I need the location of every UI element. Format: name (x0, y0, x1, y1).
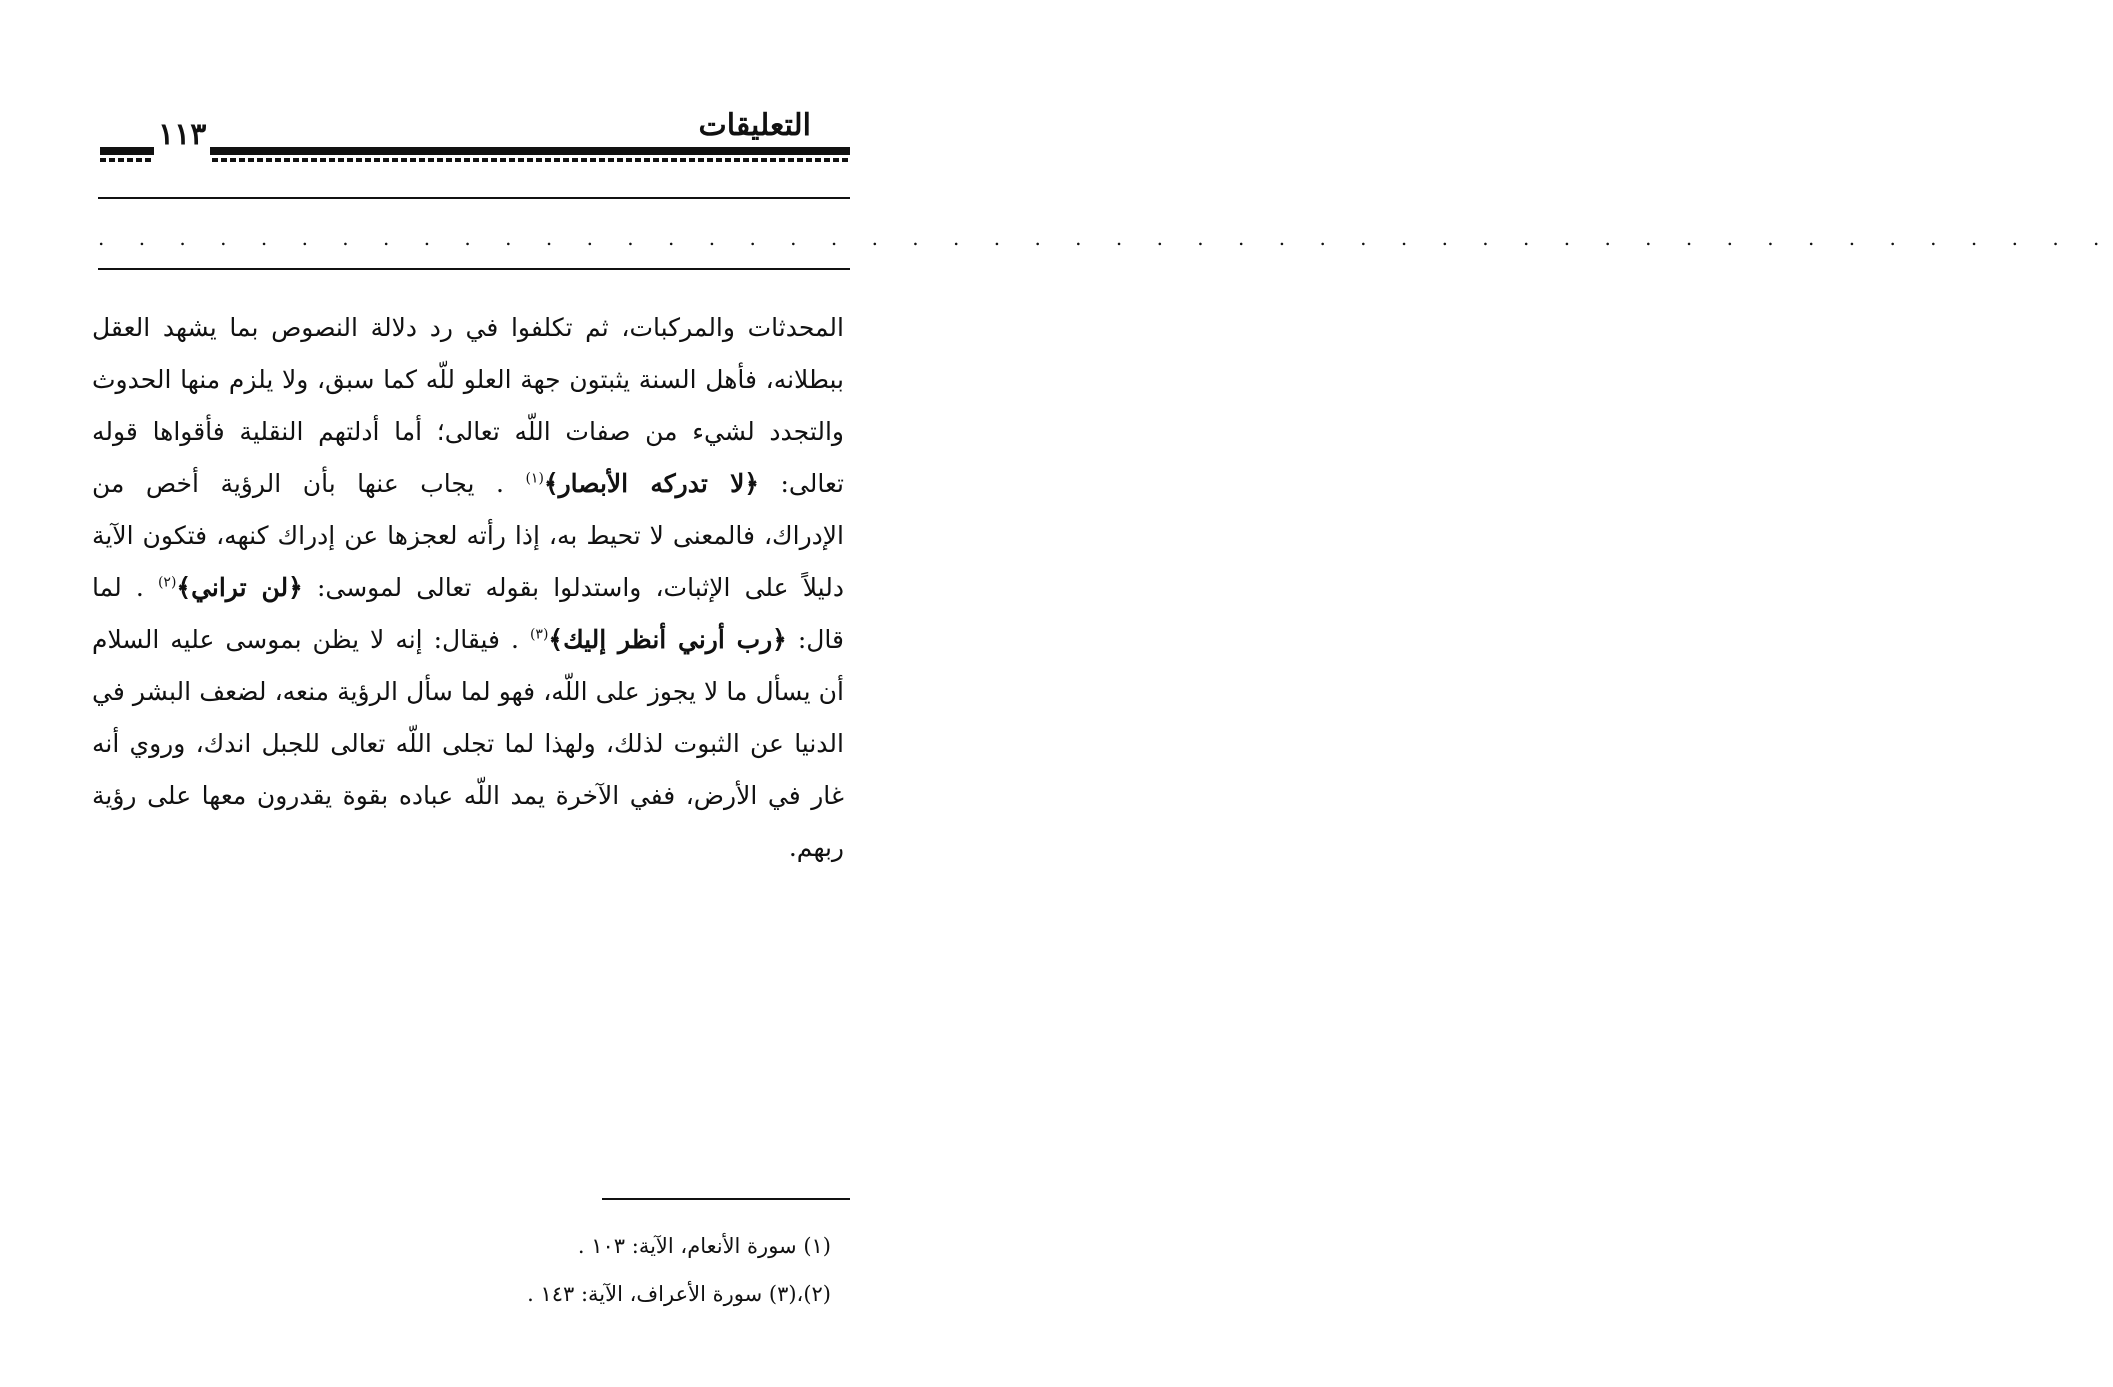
body-line: ببطلانه، فأهل السنة يثبتون جهة العلو للّه كما سبق، ولا يلزم منها الحدوث (92, 365, 844, 394)
footnote-marker: (٣) (529, 626, 549, 643)
header-rule-dashed (212, 158, 850, 162)
body-line: الدنيا عن الثبوت لذلك، ولهذا لما تجلى اللّه تعالى للجبل اندك، وروي أنه (92, 729, 844, 758)
body-text (92, 302, 844, 874)
body-line: ربهم. (788, 833, 844, 862)
header-rule-thick (210, 147, 850, 155)
page-number: ١١٣ (158, 117, 207, 152)
body-line (92, 458, 844, 510)
divider-bottom (98, 268, 850, 270)
dotted-separator: . . . . . . . . . . . . . . . . . . . . . . . . . . . . . . . . . . . . . . . . . . . . . . . . . . (98, 226, 2113, 250)
body-text-segment: تعالى: (780, 469, 844, 498)
footnote-separator (602, 1198, 850, 1200)
body-text-segment: . لما (92, 573, 144, 602)
header-rule-dashed-left (100, 158, 154, 162)
running-header-title: التعليقات (698, 108, 811, 143)
body-line: المحدثات والمركبات، ثم تكلفوا في رد دلالة النصوص بما يشهد العقل (92, 313, 844, 342)
footnote-1: (١) سورة الأنعام، الآية: ١٠٣ . (577, 1234, 831, 1258)
body-line (92, 614, 844, 666)
body-line (92, 562, 844, 614)
quran-verse: ﴿رب أرني أنظر إليك﴾ (548, 625, 787, 654)
header-rule-thick-left (100, 147, 154, 155)
footnotes (111, 1222, 831, 1318)
divider-top (98, 197, 850, 199)
body-text-segment: قال: (797, 625, 844, 654)
body-text-segment: دليلاً على الإثبات، واستدلوا بقوله تعالى لموسى: (316, 573, 844, 602)
body-line: أن يسأل ما لا يجوز على اللّه، فهو لما سأل الرؤية منعه، لضعف البشر في (92, 677, 844, 706)
footnote-marker: (١) (525, 470, 544, 487)
body-text-segment: . فيقال: إنه لا يظن بموسى عليه السلام (92, 625, 519, 654)
body-line: والتجدد لشيء من صفات اللّه تعالى؛ أما أدلتهم النقلية فأقواها قوله (92, 417, 844, 446)
body-line: الإدراك، فالمعنى لا تحيط به، إذا رأته لعجزها عن إدراك كنهه، فتكون الآية (92, 521, 844, 550)
footnote-2: (٢)،(٣) سورة الأعراف، الآية: ١٤٣ . (527, 1282, 831, 1306)
quran-verse: ﴿لن تراني﴾ (176, 573, 303, 602)
footnote-marker: (٢) (157, 574, 177, 591)
quran-verse: ﴿لا تدركه الأبصار﴾ (543, 469, 759, 498)
body-line: غار في الأرض، ففي الآخرة يمد اللّه عباده بقوة يقدرون معها على رؤية (92, 781, 844, 810)
body-text-segment: . يجاب عنها بأن الرؤية أخص من (92, 469, 504, 498)
